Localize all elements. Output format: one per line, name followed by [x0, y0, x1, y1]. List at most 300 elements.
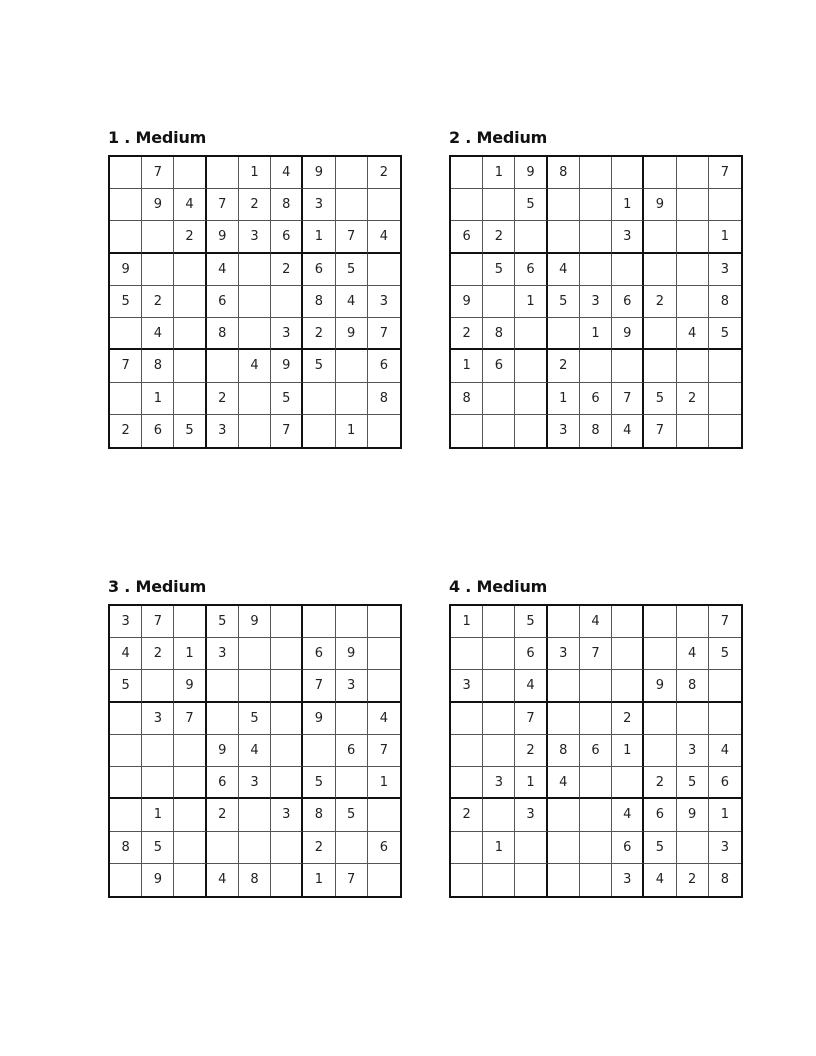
grid-cell: 5 — [239, 703, 271, 735]
grid-cell: 8 — [483, 318, 515, 350]
grid-cell — [239, 415, 271, 447]
grid-cell: 9 — [336, 318, 368, 350]
puzzle-title: 2 . Medium — [449, 128, 548, 147]
grid-cell — [709, 189, 741, 221]
grid-cell: 3 — [271, 318, 303, 350]
grid-cell: 6 — [483, 350, 515, 382]
grid-cell — [368, 670, 400, 702]
grid-cell — [336, 350, 368, 382]
grid-cell: 5 — [207, 606, 239, 638]
grid-cell: 9 — [303, 157, 335, 189]
grid-cell: 3 — [239, 221, 271, 253]
grid-cell — [174, 832, 206, 864]
grid-cell — [483, 286, 515, 318]
grid-cell — [142, 767, 174, 799]
grid-cell — [709, 670, 741, 702]
grid-cell — [644, 735, 676, 767]
grid-cell: 2 — [451, 799, 483, 831]
grid-cell: 5 — [174, 415, 206, 447]
grid-cell — [271, 286, 303, 318]
grid-cell: 2 — [612, 703, 644, 735]
grid-cell: 4 — [174, 189, 206, 221]
grid-cell: 6 — [515, 254, 547, 286]
grid-cell: 1 — [336, 415, 368, 447]
grid-cell — [336, 703, 368, 735]
grid-cell — [110, 221, 142, 253]
grid-cell: 3 — [336, 670, 368, 702]
grid-cell: 1 — [142, 383, 174, 415]
grid-cell — [271, 832, 303, 864]
grid-cell: 7 — [142, 606, 174, 638]
grid-cell: 6 — [580, 383, 612, 415]
grid-cell — [207, 703, 239, 735]
grid-cell: 4 — [110, 638, 142, 670]
grid-cell: 3 — [451, 670, 483, 702]
grid-cell: 9 — [174, 670, 206, 702]
grid-cell — [580, 254, 612, 286]
grid-cell: 3 — [207, 415, 239, 447]
grid-cell: 6 — [207, 286, 239, 318]
grid-cell: 7 — [110, 350, 142, 382]
grid-cell: 9 — [207, 221, 239, 253]
grid-cell: 4 — [709, 735, 741, 767]
grid-cell: 3 — [548, 415, 580, 447]
grid-cell: 4 — [368, 221, 400, 253]
grid-cell — [644, 703, 676, 735]
grid-cell: 1 — [303, 221, 335, 253]
grid-cell — [271, 864, 303, 896]
grid-cell: 6 — [644, 799, 676, 831]
grid-cell — [451, 703, 483, 735]
grid-cell — [483, 703, 515, 735]
grid-cell — [174, 318, 206, 350]
grid-cell: 3 — [142, 703, 174, 735]
grid-cell: 5 — [644, 832, 676, 864]
grid-cell — [483, 799, 515, 831]
grid-cell: 5 — [336, 799, 368, 831]
grid-cell: 2 — [110, 415, 142, 447]
grid-cell — [580, 221, 612, 253]
puzzle-title: 1 . Medium — [108, 128, 207, 147]
grid-cell — [174, 383, 206, 415]
grid-cell — [303, 735, 335, 767]
grid-cell — [677, 221, 709, 253]
grid-cell: 3 — [207, 638, 239, 670]
grid-cell — [142, 254, 174, 286]
grid-cell: 3 — [368, 286, 400, 318]
grid-cell: 4 — [612, 799, 644, 831]
grid-cell — [451, 767, 483, 799]
grid-cell: 1 — [451, 606, 483, 638]
grid-cell — [677, 415, 709, 447]
grid-cell: 8 — [451, 383, 483, 415]
grid-cell: 9 — [207, 735, 239, 767]
grid-cell — [110, 189, 142, 221]
grid-cell: 4 — [580, 606, 612, 638]
grid-cell — [612, 670, 644, 702]
grid-cell: 5 — [142, 832, 174, 864]
grid-cell — [207, 157, 239, 189]
grid-cell — [580, 703, 612, 735]
puzzle-title: 4 . Medium — [449, 577, 548, 596]
grid-cell: 8 — [110, 832, 142, 864]
grid-cell — [548, 799, 580, 831]
grid-cell: 1 — [515, 767, 547, 799]
grid-cell — [451, 157, 483, 189]
grid-cell — [644, 254, 676, 286]
grid-cell — [548, 318, 580, 350]
sudoku-grid — [449, 155, 743, 449]
grid-cell — [483, 415, 515, 447]
grid-cell: 1 — [612, 735, 644, 767]
grid-cell — [110, 703, 142, 735]
grid-cell — [515, 832, 547, 864]
grid-cell — [677, 703, 709, 735]
grid-cell: 8 — [677, 670, 709, 702]
grid-cell — [709, 350, 741, 382]
grid-cell: 9 — [644, 670, 676, 702]
grid-cell: 6 — [580, 735, 612, 767]
grid-cell — [644, 221, 676, 253]
grid-cell: 7 — [174, 703, 206, 735]
grid-cell: 2 — [644, 286, 676, 318]
grid-cell — [548, 703, 580, 735]
grid-cell: 1 — [239, 157, 271, 189]
grid-cell — [239, 254, 271, 286]
grid-cell: 2 — [142, 638, 174, 670]
grid-cell: 7 — [336, 221, 368, 253]
grid-cell — [483, 606, 515, 638]
grid-cell: 9 — [239, 606, 271, 638]
grid-cell — [207, 350, 239, 382]
grid-cell: 4 — [239, 735, 271, 767]
grid-cell: 4 — [548, 254, 580, 286]
grid-cell — [580, 157, 612, 189]
grid-cell: 1 — [709, 221, 741, 253]
grid-cell: 8 — [580, 415, 612, 447]
sudoku-grid — [449, 604, 743, 898]
grid-cell — [483, 383, 515, 415]
grid-cell: 1 — [451, 350, 483, 382]
grid-cell: 3 — [709, 254, 741, 286]
grid-cell: 3 — [239, 767, 271, 799]
grid-cell: 5 — [110, 670, 142, 702]
grid-cell: 2 — [303, 318, 335, 350]
grid-cell — [336, 157, 368, 189]
grid-cell — [336, 832, 368, 864]
grid-cell: 6 — [303, 254, 335, 286]
grid-cell — [336, 767, 368, 799]
grid-cell: 9 — [110, 254, 142, 286]
grid-cell — [207, 832, 239, 864]
grid-cell: 8 — [548, 735, 580, 767]
grid-cell — [612, 254, 644, 286]
grid-cell: 7 — [207, 189, 239, 221]
grid-cell — [239, 670, 271, 702]
grid-cell: 4 — [548, 767, 580, 799]
grid-cell: 4 — [677, 318, 709, 350]
grid-cell: 2 — [548, 350, 580, 382]
grid-cell — [548, 670, 580, 702]
grid-cell: 9 — [451, 286, 483, 318]
grid-cell: 7 — [580, 638, 612, 670]
grid-cell — [368, 864, 400, 896]
grid-cell: 7 — [709, 157, 741, 189]
grid-cell — [336, 383, 368, 415]
grid-cell — [451, 735, 483, 767]
grid-cell — [271, 735, 303, 767]
grid-cell: 2 — [239, 189, 271, 221]
grid-cell: 5 — [515, 606, 547, 638]
grid-cell — [368, 189, 400, 221]
grid-cell: 1 — [142, 799, 174, 831]
grid-cell — [110, 864, 142, 896]
grid-cell — [677, 254, 709, 286]
grid-cell: 9 — [271, 350, 303, 382]
grid-cell: 6 — [303, 638, 335, 670]
grid-cell: 3 — [271, 799, 303, 831]
grid-cell: 6 — [207, 767, 239, 799]
grid-cell — [677, 189, 709, 221]
grid-cell: 7 — [644, 415, 676, 447]
grid-cell — [580, 767, 612, 799]
grid-cell — [336, 606, 368, 638]
grid-cell: 3 — [483, 767, 515, 799]
grid-cell: 4 — [336, 286, 368, 318]
grid-cell: 8 — [207, 318, 239, 350]
grid-cell: 1 — [709, 799, 741, 831]
puzzle-4 — [449, 576, 744, 888]
grid-cell — [515, 350, 547, 382]
grid-cell — [483, 735, 515, 767]
grid-cell — [580, 864, 612, 896]
grid-cell — [612, 767, 644, 799]
grid-cell: 7 — [515, 703, 547, 735]
grid-cell — [644, 350, 676, 382]
grid-cell — [709, 415, 741, 447]
grid-cell: 4 — [515, 670, 547, 702]
grid-cell — [110, 735, 142, 767]
grid-cell: 3 — [548, 638, 580, 670]
grid-cell — [483, 670, 515, 702]
grid-cell — [483, 638, 515, 670]
grid-cell: 1 — [303, 864, 335, 896]
grid-cell: 2 — [677, 864, 709, 896]
grid-cell: 7 — [709, 606, 741, 638]
grid-cell — [174, 350, 206, 382]
puzzle-title: 3 . Medium — [108, 577, 207, 596]
grid-cell — [580, 832, 612, 864]
grid-cell: 5 — [303, 350, 335, 382]
grid-cell: 1 — [368, 767, 400, 799]
grid-cell: 2 — [451, 318, 483, 350]
grid-cell — [239, 383, 271, 415]
grid-cell: 8 — [720, 872, 730, 888]
grid-cell: 4 — [677, 638, 709, 670]
grid-cell — [677, 350, 709, 382]
grid-cell — [174, 606, 206, 638]
grid-cell — [239, 318, 271, 350]
grid-cell — [548, 189, 580, 221]
grid-cell: 3 — [612, 864, 644, 896]
grid-cell: 7 — [336, 864, 368, 896]
grid-cell: 4 — [207, 254, 239, 286]
grid-cell: 5 — [644, 383, 676, 415]
grid-cell: 7 — [612, 383, 644, 415]
grid-cell — [174, 799, 206, 831]
grid-cell: 5 — [515, 189, 547, 221]
grid-cell: 8 — [368, 383, 400, 415]
grid-cell: 1 — [515, 286, 547, 318]
grid-cell: 2 — [515, 735, 547, 767]
grid-cell — [483, 189, 515, 221]
grid-cell: 2 — [644, 767, 676, 799]
grid-cell — [515, 864, 547, 896]
grid-cell: 1 — [483, 832, 515, 864]
grid-cell: 2 — [174, 221, 206, 253]
grid-cell: 9 — [336, 638, 368, 670]
grid-cell — [368, 606, 400, 638]
grid-cell — [271, 703, 303, 735]
grid-cell: 9 — [515, 157, 547, 189]
grid-cell: 2 — [271, 254, 303, 286]
grid-cell: 3 — [612, 221, 644, 253]
grid-cell: 3 — [580, 286, 612, 318]
sudoku-grid — [108, 604, 402, 898]
grid-cell: 5 — [709, 318, 741, 350]
grid-cell — [271, 606, 303, 638]
grid-cell: 9 — [303, 703, 335, 735]
grid-cell: 4 — [612, 415, 644, 447]
grid-cell: 9 — [142, 189, 174, 221]
grid-cell: 6 — [709, 767, 741, 799]
grid-cell: 3 — [110, 606, 142, 638]
grid-cell — [548, 864, 580, 896]
grid-cell — [142, 670, 174, 702]
grid-cell — [271, 670, 303, 702]
grid-cell: 5 — [303, 767, 335, 799]
grid-cell — [451, 189, 483, 221]
grid-cell — [548, 221, 580, 253]
grid-cell: 1 — [483, 157, 515, 189]
grid-cell — [709, 703, 741, 735]
grid-cell: 6 — [515, 638, 547, 670]
grid-cell: 8 — [142, 350, 174, 382]
grid-cell — [142, 735, 174, 767]
grid-cell: 3 — [515, 799, 547, 831]
grid-cell: 9 — [677, 799, 709, 831]
grid-cell: 3 — [709, 832, 741, 864]
grid-cell — [174, 735, 206, 767]
grid-cell: 3 — [677, 735, 709, 767]
grid-cell: 5 — [483, 254, 515, 286]
grid-cell: 4 — [239, 350, 271, 382]
grid-cell: 1 — [174, 638, 206, 670]
grid-cell: 6 — [368, 350, 400, 382]
grid-cell: 6 — [271, 221, 303, 253]
grid-cell — [303, 606, 335, 638]
puzzle-1 — [108, 127, 403, 439]
grid-cell: 8 — [548, 157, 580, 189]
grid-cell — [580, 670, 612, 702]
grid-cell: 7 — [271, 415, 303, 447]
grid-cell — [239, 832, 271, 864]
grid-cell: 9 — [612, 318, 644, 350]
grid-cell — [677, 157, 709, 189]
grid-cell: 4 — [271, 157, 303, 189]
grid-cell: 6 — [336, 735, 368, 767]
grid-cell — [174, 767, 206, 799]
grid-cell: 1 — [612, 189, 644, 221]
grid-cell — [548, 606, 580, 638]
sudoku-grid — [108, 155, 402, 449]
grid-cell — [110, 799, 142, 831]
grid-cell: 5 — [110, 286, 142, 318]
grid-cell: 2 — [207, 383, 239, 415]
grid-cell: 6 — [142, 415, 174, 447]
grid-cell: 5 — [548, 286, 580, 318]
grid-cell: 8 — [271, 189, 303, 221]
grid-cell: 1 — [548, 383, 580, 415]
grid-cell — [612, 157, 644, 189]
grid-cell — [368, 799, 400, 831]
grid-cell — [303, 415, 335, 447]
grid-cell — [612, 638, 644, 670]
grid-cell: 2 — [142, 286, 174, 318]
grid-cell — [239, 638, 271, 670]
grid-cell: 7 — [368, 735, 400, 767]
grid-cell — [451, 832, 483, 864]
grid-cell: 4 — [142, 318, 174, 350]
grid-cell — [271, 638, 303, 670]
grid-cell — [644, 318, 676, 350]
grid-cell — [451, 254, 483, 286]
grid-cell — [142, 221, 174, 253]
grid-cell: 8 — [709, 286, 741, 318]
grid-cell — [271, 767, 303, 799]
grid-cell — [677, 606, 709, 638]
grid-cell — [612, 606, 644, 638]
grid-cell: 6 — [612, 832, 644, 864]
grid-cell: 2 — [483, 221, 515, 253]
grid-cell: 7 — [368, 318, 400, 350]
grid-cell — [580, 799, 612, 831]
grid-cell — [451, 638, 483, 670]
grid-cell: 5 — [677, 767, 709, 799]
grid-cell: 7 — [303, 670, 335, 702]
grid-cell: 5 — [709, 638, 741, 670]
grid-cell: 8 — [303, 286, 335, 318]
grid-cell: 2 — [368, 157, 400, 189]
grid-cell: 2 — [207, 799, 239, 831]
grid-cell: 6 — [612, 286, 644, 318]
grid-cell: 5 — [336, 254, 368, 286]
grid-cell — [110, 767, 142, 799]
grid-cell — [174, 864, 206, 896]
grid-cell — [368, 638, 400, 670]
grid-cell — [174, 286, 206, 318]
grid-cell — [110, 318, 142, 350]
puzzle-3 — [108, 576, 403, 888]
grid-cell — [709, 383, 741, 415]
grid-cell — [644, 638, 676, 670]
grid-cell: 9 — [142, 864, 174, 896]
grid-cell — [548, 832, 580, 864]
grid-cell: 7 — [142, 157, 174, 189]
grid-cell: 2 — [303, 832, 335, 864]
grid-cell — [515, 415, 547, 447]
grid-cell: 8 — [239, 864, 271, 896]
